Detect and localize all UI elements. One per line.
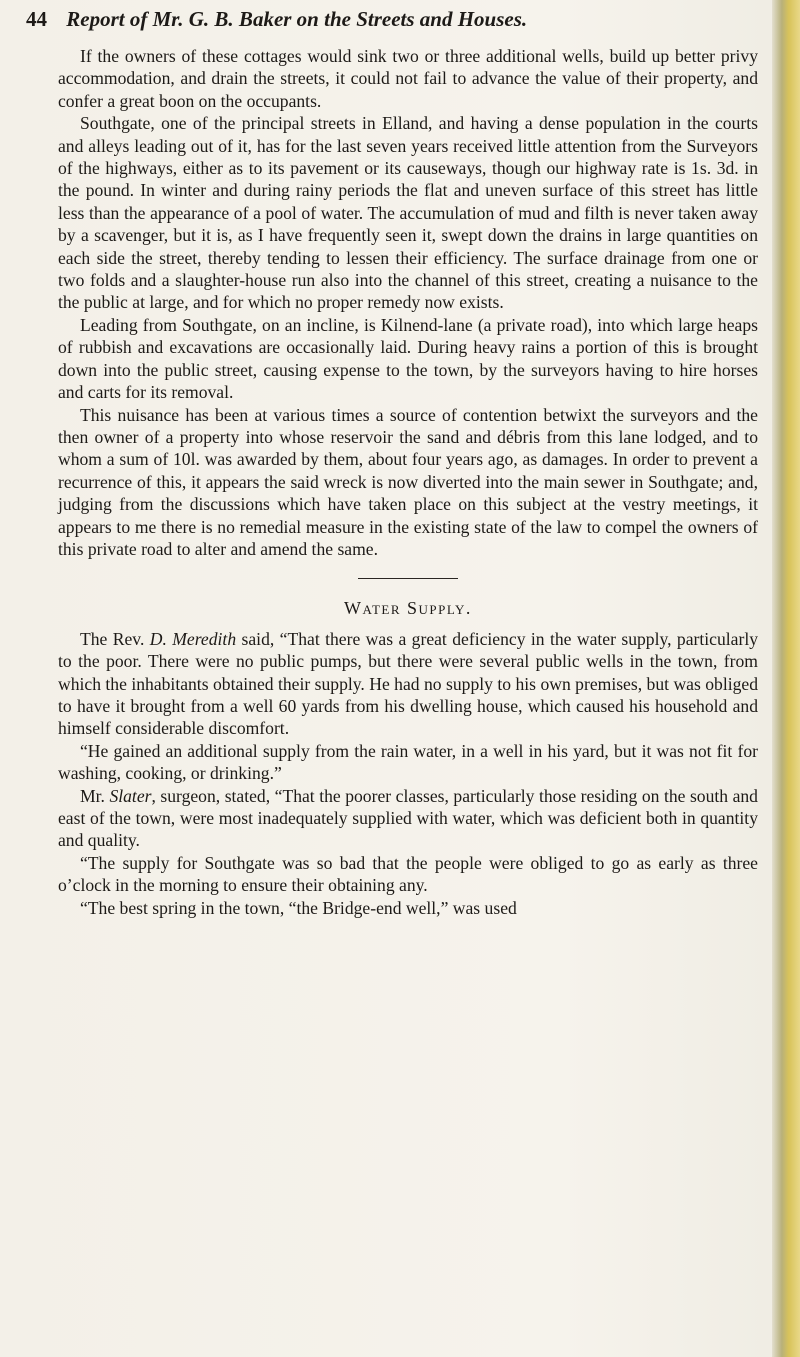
text-run: The Rev. <box>80 628 150 649</box>
paragraph <box>58 785 758 852</box>
text-run: , surgeon, stated, “That the poorer classes, particularly those residing on the south and east of the town, were most inadequately supplied with water, which was deficient both in quantity and quality. <box>58 785 758 851</box>
text-run: said, “That there was a great deficiency in the water supply, particularly to the poor. There were no public pumps, but there were several public wells in the town, from which the inhabitants obtained their supply. He had no supply to his own premises, but was obliged to have it brought from a well 60 yards from his dwelling house, which caused his household and himself considerable discomfort. <box>58 628 759 739</box>
paragraph: Southgate, one of the principal streets in Elland, and having a dense population in the courts and alleys leading out of it, has for the last seven years received little attention from the Surveyors of the highways, either as to its pavement or its causeways, though our highway rate is 1s. 3d. in the pound. In winter and during rainy periods the flat and uneven surface of this street has little less than the appearance of a pool of water. The accumulation of mud and filth is never taken away by a scavenger, but it is, as I have frequently seen it, swept down the drains in large quantities on each side the street, thereby tending to lessen their efficiency. The surface drainage from one or two folds and a slaughter-house run also into the channel of this street, creating a nuisance to the the public at large, and for which no proper remedy now exists. <box>58 113 758 313</box>
running-header <box>26 4 766 34</box>
paragraph: If the owners of these cottages would sink two or three additional wells, build up better privy accommodation, and drain the streets, it could not fail to advance the value of their property, and confer a great boon on the occupants. <box>58 46 758 111</box>
section-divider <box>358 578 458 579</box>
paragraph: “The best spring in the town, “the Bridge-end well,” was used <box>80 897 517 918</box>
page-body <box>58 45 758 919</box>
person-name: Slater <box>109 785 152 806</box>
page-edge <box>772 0 800 1357</box>
text-run: Mr. <box>80 785 110 806</box>
person-name: D. Meredith <box>149 628 237 649</box>
paragraph: This nuisance has been at various times a source of contention betwixt the surveyors and the then owner of a property into whose reservoir the sand and débris from this lane lodged, and to whom a sum of 10l. was awarded by them, about four years ago, as damages. In order to prevent a recurrence of this, it appears the said wreck is now diverted into the main sewer in Southgate; and, judging from the discussions which have taken place on this subject at the vestry meetings, it appears to me there is no remedial measure in the existing state of the law to compel the owners of this private road to alter and amend the same. <box>58 404 758 559</box>
paragraph: “The supply for Southgate was so bad that the people were obliged to go as early as three o’clock in the morning to ensure their obtaining any. <box>58 852 758 896</box>
paragraph <box>58 628 758 740</box>
paragraph: Leading from Southgate, on an incline, is Kilnend-lane (a private road), into which large heaps of rubbish and excavations are occasionally laid. During heavy rains a portion of this is brought down into the public street, causing expense to the town, by the surveyors having to hire horses and carts for its removal. <box>58 314 758 403</box>
running-title: Report of Mr. G. B. Baker on the Streets and Houses. <box>66 7 528 31</box>
page-number: 44 <box>26 7 47 31</box>
paragraph: “He gained an additional supply from the rain water, in a well in his yard, but it was not fit for washing, cooking, or drinking.” <box>58 740 758 784</box>
section-heading: Water Supply. <box>344 598 472 619</box>
